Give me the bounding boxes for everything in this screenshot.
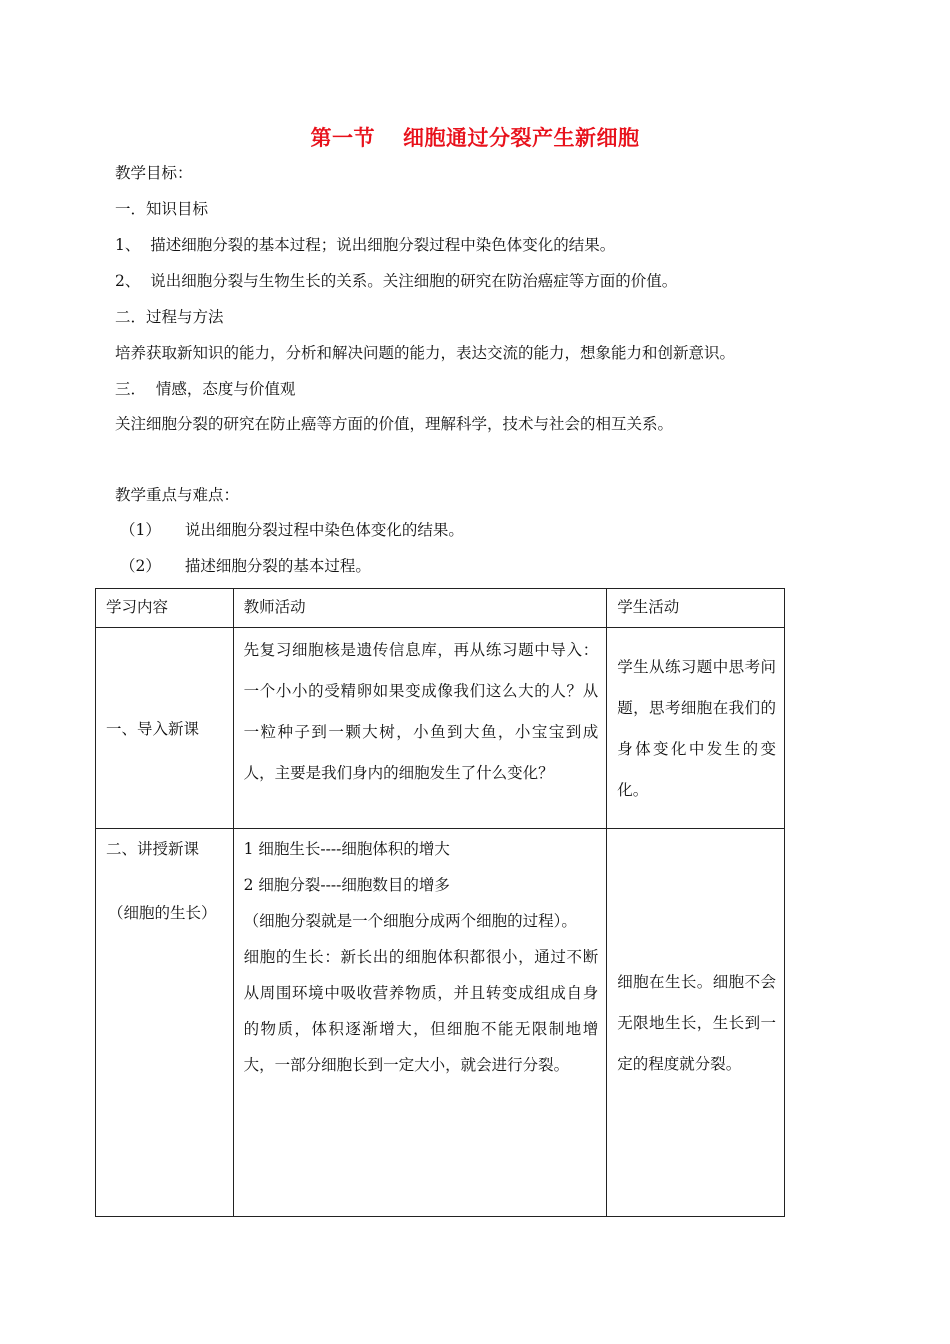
row1-student: 学生从练习题中思考问题，思考细胞在我们的身体变化中发生的变化。 (617, 658, 776, 799)
row2-content: 二、讲授新课 (106, 840, 200, 858)
row1-content: 一、导入新课 (106, 720, 200, 738)
row1-teacher: 先复习细胞核是遗传信息库，再从练习题中导入：一个小小的受精卵如果变成像我们这么大的人？从一粒种子到一颗大树，小鱼到大鱼，小宝宝到成人，主要是我们身内的细胞发生了什么变化？ (243, 641, 599, 782)
table-row (96, 829, 785, 1217)
emotion-heading: 三． 情感，态度与价值观 (115, 380, 296, 398)
row2-student: 细胞在生长。细胞不会无限地生长，生长到一定的程度就分裂。 (617, 973, 776, 1073)
lesson-plan-table (95, 588, 785, 1217)
row2-student-cell (607, 829, 785, 1217)
row1-content-cell (96, 628, 234, 829)
knowledge-item-2: 2、 说出细胞分裂与生物生长的关系。关注细胞的研究在防治癌症等方面的价值。 (115, 272, 678, 290)
row2-content-cell (96, 829, 234, 1217)
title-section: 第一节 (310, 126, 375, 150)
row1-student-cell (607, 628, 785, 829)
knowledge-heading: 一．知识目标 (115, 200, 209, 218)
title-topic: 细胞通过分裂产生新细胞 (403, 126, 640, 150)
teacher-para-2: 细胞的生长：新长出的细胞体积都很小，通过不断从周围环境中吸收营养物质，并且转变成组成自身的物质，体积逐渐增大，但细胞不能无限制地增大，一部分细胞长到一定大小，就会进行分裂。 (243, 948, 599, 1074)
row1-teacher-cell (233, 628, 607, 829)
table-row (96, 628, 785, 829)
row2-teacher-cell (233, 829, 607, 1217)
knowledge-item-1: 1、 描述细胞分裂的基本过程；说出细胞分裂过程中染色体变化的结果。 (115, 236, 616, 254)
row2-subtopic: （细胞的生长） (108, 904, 217, 922)
header-student: 学生活动 (607, 589, 785, 628)
header-teacher: 教师活动 (233, 589, 607, 628)
keypoint-2: （2） 描述细胞分裂的基本过程。 (120, 557, 371, 575)
teacher-line-1: 1 细胞生长----细胞体积的增大 (243, 840, 450, 858)
emotion-text: 关注细胞分裂的研究在防止癌等方面的价值，理解科学，技术与社会的相互关系。 (115, 415, 674, 433)
teacher-line-2: 2 细胞分裂----细胞数目的增多 (243, 876, 450, 894)
page-title (0, 122, 950, 152)
process-heading: 二．过程与方法 (115, 308, 224, 326)
teacher-para-1: （细胞分裂就是一个细胞分成两个细胞的过程）。 (243, 912, 577, 930)
header-content: 学习内容 (96, 589, 234, 628)
process-text: 培养获取新知识的能力，分析和解决问题的能力，表达交流的能力，想象能力和创新意识。 (115, 344, 736, 362)
table-header-row (96, 589, 785, 628)
objectives-heading: 教学目标： (115, 164, 193, 182)
keypoint-1: （1） 说出细胞分裂过程中染色体变化的结果。 (120, 521, 464, 539)
keypoints-heading: 教学重点与难点： (115, 486, 240, 504)
